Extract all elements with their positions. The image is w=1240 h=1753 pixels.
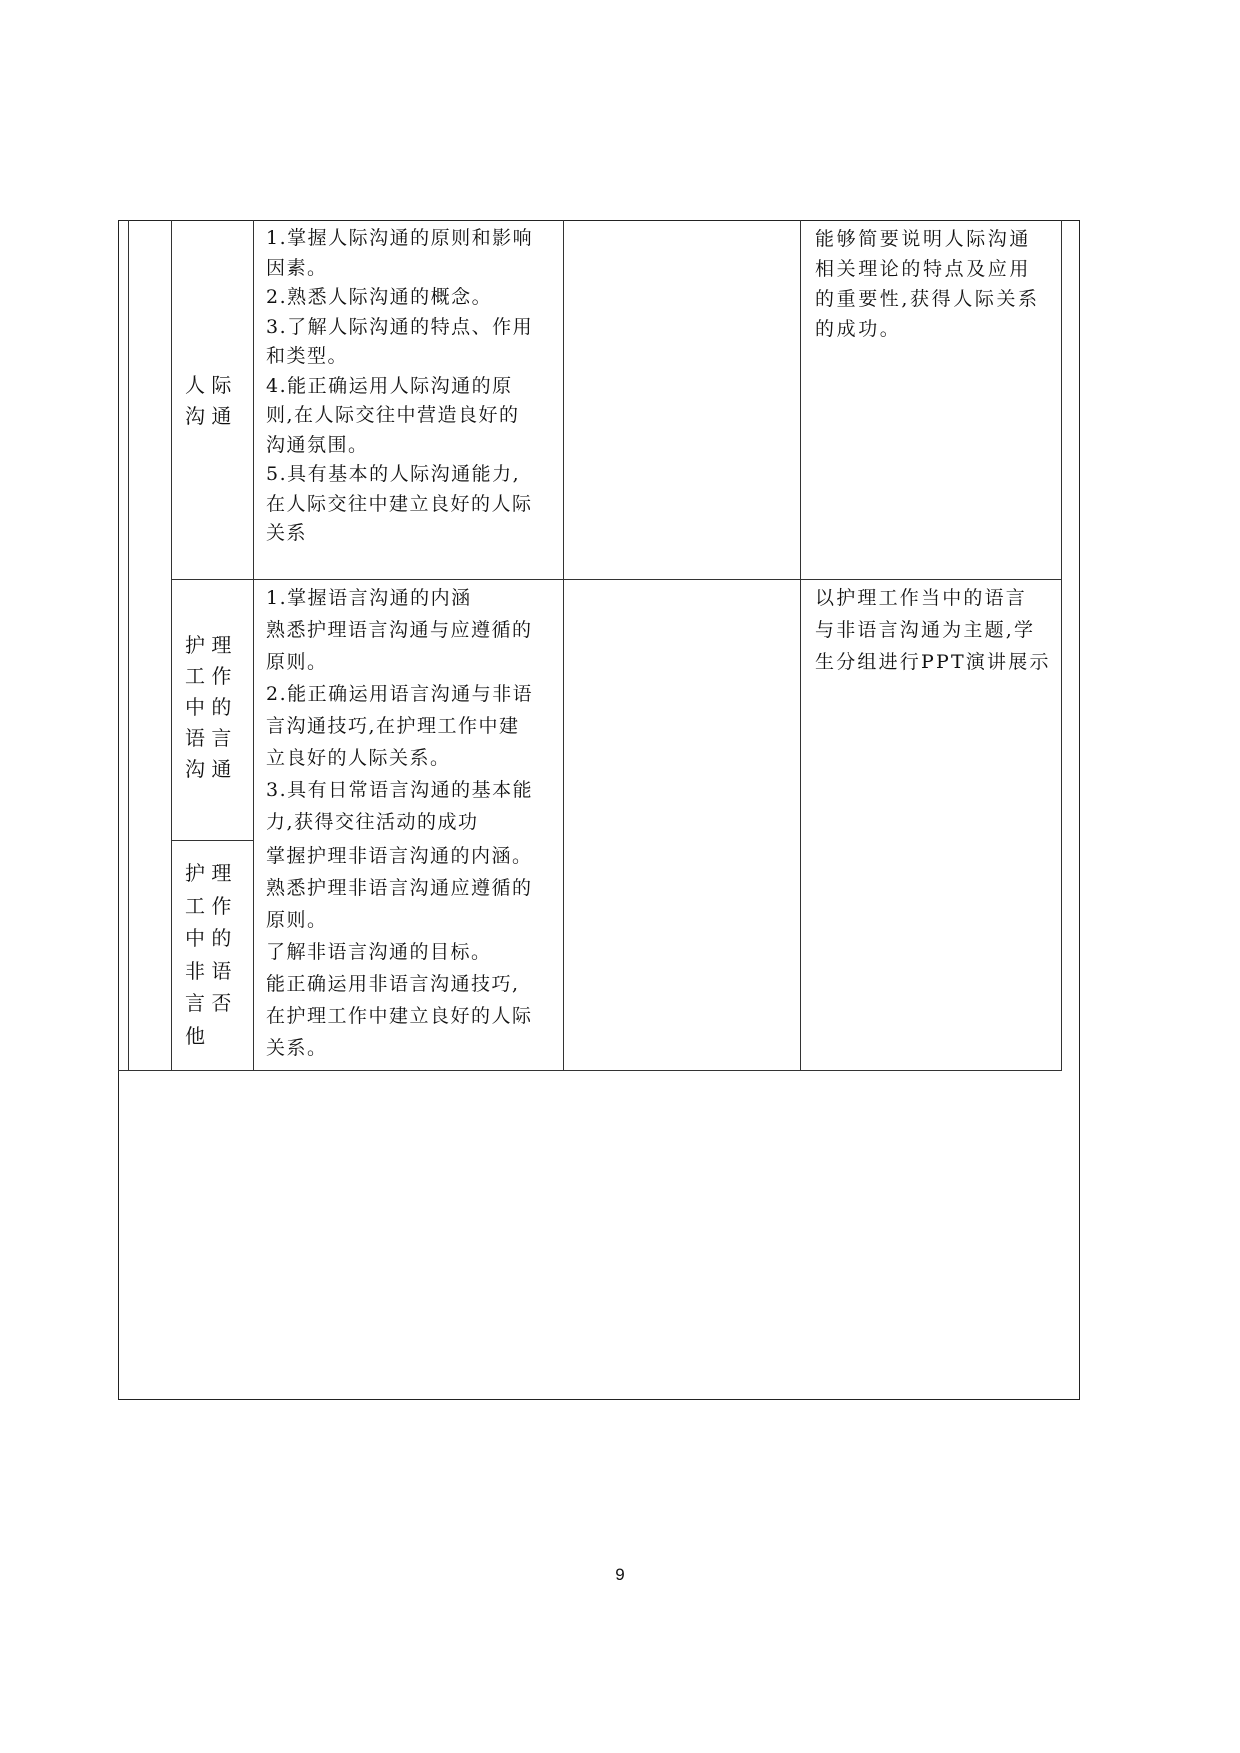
- row3-objectives-cell: [254, 841, 564, 1071]
- row1-assessment: 能够简要说明人际沟通 相关理论的特点及应用 的重要性,获得人际关系 的成功。: [815, 228, 1040, 340]
- row3-topic: 护 理 工 作 中 的 非 语 言 否 他: [185, 861, 232, 1048]
- row2-objectives-cell: [254, 580, 564, 841]
- row2-topic: 护 理 工 作 中 的 语 言 沟 通: [185, 633, 232, 781]
- row23-assessment-cell: [801, 580, 1062, 1071]
- row1-assessment-cell: [801, 220, 1062, 580]
- inner-table-bottom-line: [118, 1070, 128, 1071]
- row3-objectives: 掌握护理非语言沟通的内涵。 熟悉护理非语言沟通应遵循的 原则。 了解非语言沟通的目标。 能正确运用非语言沟通技巧, 在护理工作中建立良好的人际 关系。: [266, 845, 533, 1059]
- row2-assessment: 以护理工作当中的语言 与非语言沟通为主题,学 生分组进行PPT演讲展示: [815, 587, 1051, 673]
- row23-methods-cell: [564, 580, 801, 1071]
- row3-topic-cell: [172, 841, 254, 1071]
- row1-topic-cell: [172, 220, 254, 580]
- col1-cell: [128, 220, 172, 1071]
- row2-objectives: 1.掌握语言沟通的内涵 熟悉护理语言沟通与应遵循的 原则。 2.能正确运用语言沟通与非语 言沟通技巧,在护理工作中建 立良好的人际关系。 3.具有日常语言沟通的基本能 力,获得交往活动的成功: [266, 587, 534, 833]
- page-number: 9: [615, 1565, 625, 1584]
- row1-objectives: 1.掌握人际沟通的原则和影响 因素。 2.熟悉人际沟通的概念。 3.了解人际沟通的特点、作用 和类型。 4.能正确运用人际沟通的原 则,在人际交往中营造良好的 沟通氛围。 5.具有基本的人际沟通能力, 在人际交往中建立良好的人际 关系: [266, 227, 534, 544]
- row2-topic-cell: [172, 580, 254, 841]
- row1-methods-cell: [564, 220, 801, 580]
- row1-topic: 人 际 沟 通: [185, 373, 232, 428]
- row1-objectives-cell: [254, 220, 564, 580]
